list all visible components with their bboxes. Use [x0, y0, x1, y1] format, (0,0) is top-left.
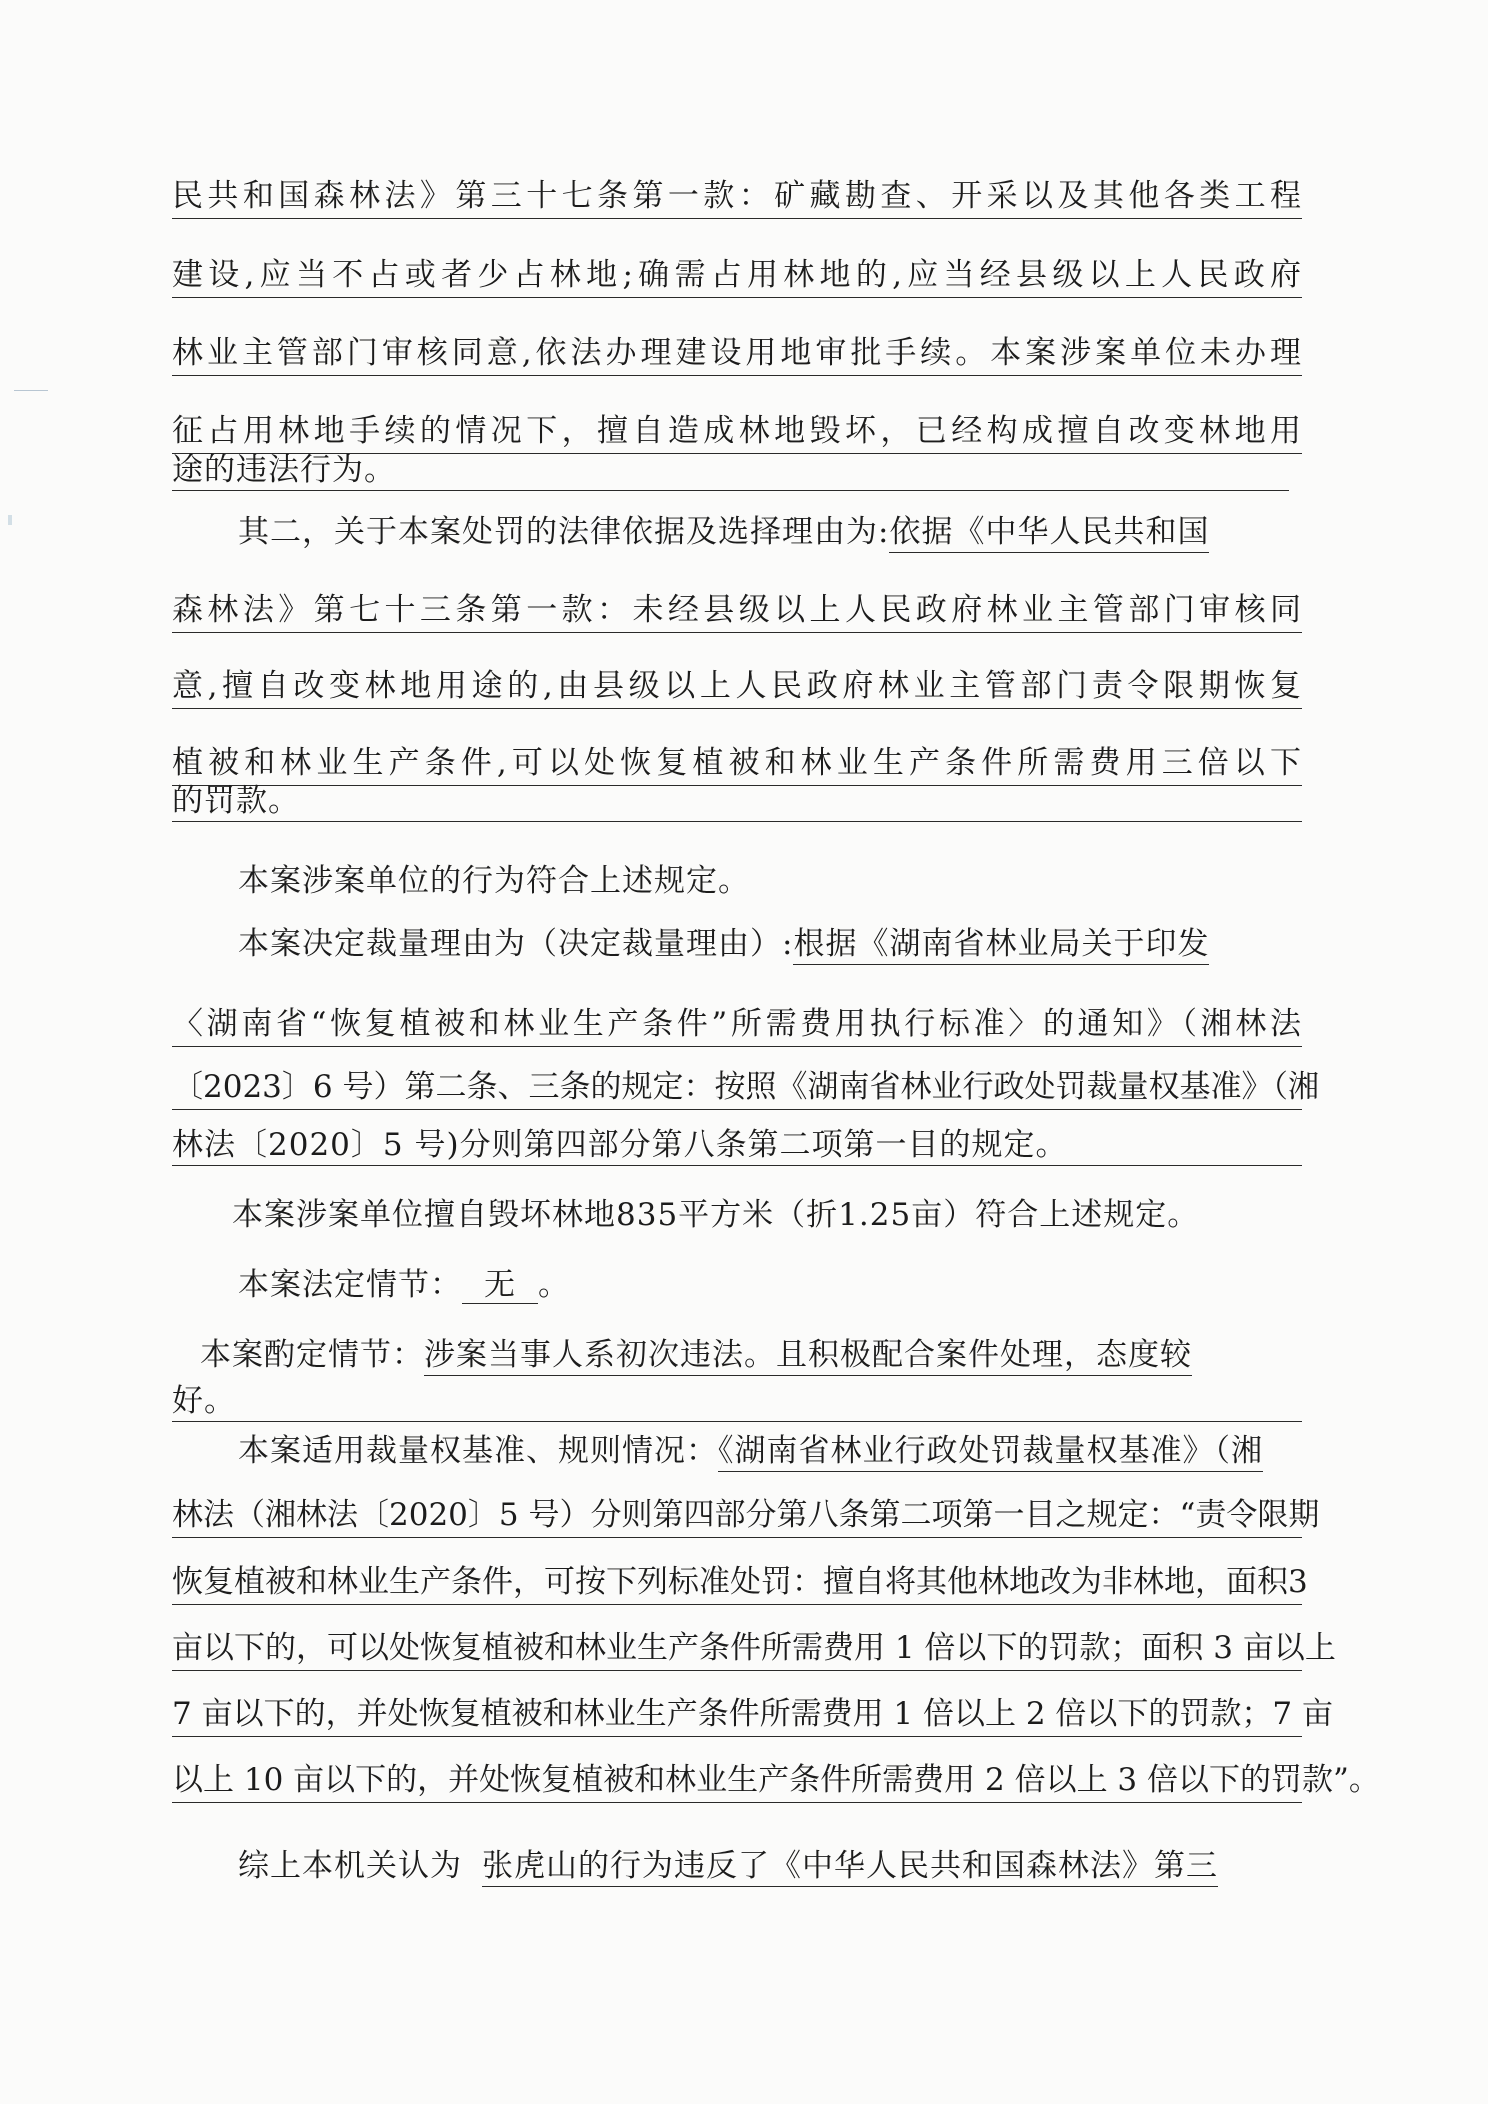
underline-rule: [172, 1165, 1302, 1166]
text-line: [232, 1195, 1302, 1235]
text-line: [172, 450, 1302, 490]
underlined-text: 张虎山的行为违反了《中华人民共和国森林法》第三: [482, 1848, 1218, 1887]
text-line: [172, 333, 1302, 373]
text-line: [172, 590, 1302, 630]
text-line: [238, 861, 1302, 901]
text-line: [172, 176, 1302, 216]
underline-rule: [172, 821, 1302, 822]
paragraph-lead: 本案法定情节：: [238, 1267, 462, 1303]
underlined-text: 建设,应当不占或者少占林地;确需占用林地的,应当经县级以上人民政府: [172, 255, 1302, 298]
underlined-text: 林法（湘林法〔2020〕5 号）分则第四部分第八条第二项第一目之规定：“责令限期: [172, 1495, 1302, 1538]
underlined-text: 林法〔2020〕5 号)分则第四部分第八条第二项第一目的规定。: [172, 1127, 1068, 1163]
underlined-text: 途的违法行为。: [172, 452, 396, 488]
scan-margin-speck: [8, 515, 12, 525]
underlined-text: 意,擅自改变林地用途的,由县级以上人民政府林业主管部门责令限期恢复: [172, 666, 1302, 709]
underlined-text: 的罚款。: [172, 783, 300, 819]
text-line: [172, 1562, 1308, 1602]
underlined-text: 林业主管部门审核同意,依法办理建设用地审批手续。本案涉案单位未办理: [172, 333, 1302, 376]
text-line: [172, 1495, 1320, 1535]
underlined-text: 森林法》第七十三条第一款：未经县级以上人民政府林业主管部门审核同: [172, 590, 1302, 633]
scan-margin-mark: [14, 390, 48, 391]
underlined-text: 民共和国森林法》第三十七条第一款：矿藏勘查、开采以及其他各类工程: [172, 176, 1302, 219]
underlined-text: 依据《中华人民共和国: [889, 514, 1209, 553]
underlined-text: 〔2023〕6 号）第二条、三条的规定：按照《湖南省林业行政处罚裁量权基准》（湘: [172, 1067, 1302, 1110]
underlined-text: 根据《湖南省林业局关于印发: [793, 926, 1209, 965]
underlined-text: 恢复植被和林业生产条件，可按下列标准处罚：擅自将其他林地改为非林地，面积3: [172, 1562, 1302, 1605]
text-line: [172, 781, 1302, 821]
paragraph-lead: 其二，关于本案处罚的法律依据及选择理由为:: [238, 514, 890, 550]
text-line: [172, 1694, 1334, 1734]
text-line: [200, 1335, 1302, 1375]
underline-rule: [172, 1421, 1302, 1422]
text-line: [172, 1628, 1336, 1668]
paragraph-text: 本案涉案单位的行为符合上述规定。: [238, 863, 750, 899]
underlined-text: 征占用林地手续的情况下，擅自造成林地毁坏，已经构成擅自改变林地用: [172, 411, 1302, 454]
text-line: [172, 1381, 1302, 1421]
underlined-text: 好。: [172, 1383, 236, 1419]
text-line: [172, 255, 1302, 295]
underline-rule: [172, 490, 1289, 491]
text-line: [172, 666, 1302, 706]
underlined-text: 以上 10 亩以下的，并处恢复植被和林业生产条件所需费用 2 倍以上 3 倍以下的罚款”。: [172, 1760, 1302, 1803]
text-line: [238, 924, 1302, 964]
paragraph-lead: 本案适用裁量权基准、规则情况：: [238, 1433, 718, 1469]
underlined-text: 植被和林业生产条件,可以处恢复植被和林业生产条件所需费用三倍以下: [172, 743, 1302, 786]
text-line: [172, 411, 1302, 451]
text-line: [238, 1431, 1302, 1471]
underlined-text: 《湖南省林业行政处罚裁量权基准》（湘: [718, 1433, 1263, 1472]
text-line: [238, 1265, 1302, 1305]
paragraph-text: 本案涉案单位擅自毁坏林地835平方米（折1.25亩）符合上述规定。: [232, 1197, 1200, 1233]
underlined-text: 〈湖南省“恢复植被和林业生产条件”所需费用执行标准〉的通知》（湘林法: [172, 1004, 1302, 1047]
paragraph-lead: 本案决定裁量理由为（决定裁量理由）:: [238, 926, 794, 962]
text-line: [172, 1067, 1319, 1107]
text-line: [172, 1004, 1302, 1044]
text-line: [172, 1760, 1380, 1800]
paragraph-lead: 本案酌定情节：: [200, 1337, 424, 1373]
underlined-text: 7 亩以下的，并处恢复植被和林业生产条件所需费用 1 倍以上 2 倍以下的罚款；7 亩: [172, 1694, 1302, 1737]
text-line: [172, 743, 1302, 783]
underlined-text: 涉案当事人系初次违法。且积极配合案件处理，态度较: [424, 1337, 1192, 1376]
text-line: [238, 512, 1302, 552]
text-line: [172, 1125, 1302, 1165]
underlined-text: 亩以下的，可以处恢复植被和林业生产条件所需费用 1 倍以下的罚款；面积 3 亩以上: [172, 1628, 1302, 1671]
paragraph-lead: 综上本机关认为: [238, 1848, 462, 1884]
underlined-value: 无: [462, 1267, 538, 1304]
text-line: [238, 1846, 1302, 1886]
punctuation: 。: [538, 1267, 570, 1303]
